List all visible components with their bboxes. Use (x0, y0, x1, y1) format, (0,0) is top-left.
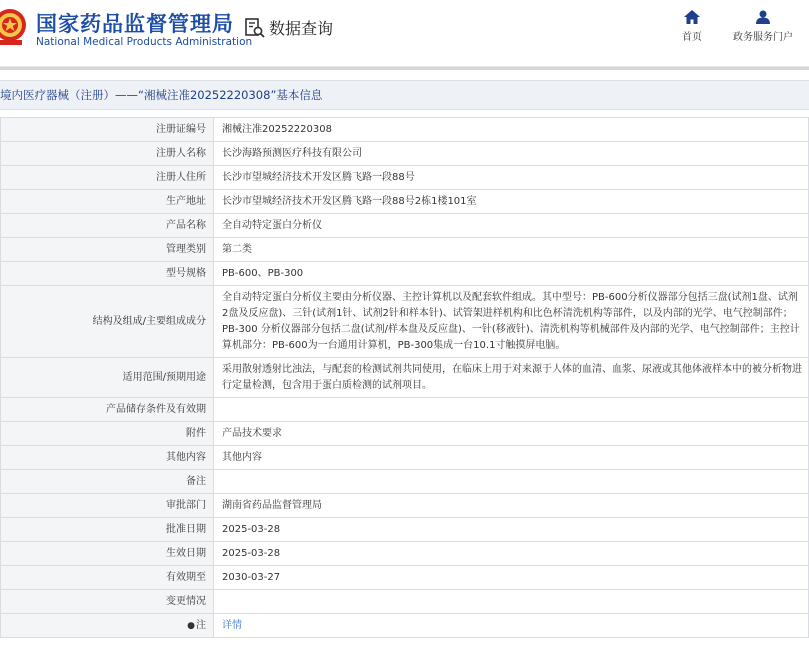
table-row (1, 542, 809, 566)
details-link[interactable]: 详情 (222, 619, 242, 631)
field-value (214, 398, 809, 422)
national-emblem-icon (0, 7, 28, 47)
table-row (1, 398, 809, 422)
note-label: 注 (196, 619, 206, 631)
nav-service-portal[interactable] (730, 10, 796, 43)
field-label: 审批部门 (1, 494, 214, 518)
field-label: 附件 (1, 422, 214, 446)
table-row (1, 518, 809, 542)
data-query-section (244, 16, 333, 39)
field-label: 注册人名称 (1, 142, 214, 166)
field-label-note (1, 614, 214, 638)
table-row (1, 286, 809, 358)
field-value: 湘械注准20252220308 (214, 118, 809, 142)
field-value: 2030-03-27 (214, 566, 809, 590)
field-value: 采用散射透射比浊法，与配套的检测试剂共同使用，在临床上用于对来源于人体的血清、血浆、尿液或其他体液样本中的被分析物进行定量检测，包含用于蛋白质检测的试剂项目。 (214, 358, 809, 398)
table-row (1, 614, 809, 638)
field-label: 产品储存条件及有效期 (1, 398, 214, 422)
nav-service-portal-label: 政务服务门户 (733, 32, 793, 43)
field-value (214, 590, 809, 614)
field-label: 管理类别 (1, 238, 214, 262)
field-value (214, 470, 809, 494)
table-row (1, 446, 809, 470)
table-row (1, 470, 809, 494)
field-label: 备注 (1, 470, 214, 494)
field-label: 注册证编号 (1, 118, 214, 142)
field-label: 生产地址 (1, 190, 214, 214)
field-value: 2025-03-28 (214, 542, 809, 566)
site-logo-title[interactable]: 国家药品监督管理局 (36, 12, 234, 36)
field-value: 第二类 (214, 238, 809, 262)
field-label: 生效日期 (1, 542, 214, 566)
field-value: 长沙海路预测医疗科技有限公司 (214, 142, 809, 166)
table-row (1, 494, 809, 518)
field-value: 长沙市望城经济技术开发区腾飞路一段88号 (214, 166, 809, 190)
field-label: 适用范围/预期用途 (1, 358, 214, 398)
registration-detail-table (0, 117, 809, 638)
table-row (1, 190, 809, 214)
field-label: 变更情况 (1, 590, 214, 614)
field-label: 其他内容 (1, 446, 214, 470)
table-row (1, 142, 809, 166)
field-value (214, 614, 809, 638)
field-value: 其他内容 (214, 446, 809, 470)
field-label: 结构及组成/主要组成成分 (1, 286, 214, 358)
site-header (0, 0, 809, 66)
table-row (1, 358, 809, 398)
field-label: 产品名称 (1, 214, 214, 238)
field-label: 批准日期 (1, 518, 214, 542)
site-logo-subtitle[interactable]: National Medical Products Administration (36, 36, 253, 48)
field-value: 长沙市望城经济技术开发区腾飞路一段88号2栋1楼101室 (214, 190, 809, 214)
nav-home-label: 首页 (682, 32, 702, 43)
field-value: 湖南省药品监督管理局 (214, 494, 809, 518)
page-title: 境内医疗器械（注册）——“湘械注准20252220308”基本信息 (0, 80, 809, 110)
field-label: 有效期至 (1, 566, 214, 590)
table-row (1, 214, 809, 238)
home-icon (684, 10, 700, 24)
document-search-icon (244, 17, 266, 39)
field-value: 全自动特定蛋白分析仪主要由分析仪器、主控计算机以及配套软件组成。其中型号：PB-600分析仪器部分包括三盘(试剂1盘、试剂2盘及反应盘)、三针(试剂1针、试剂2针和样本针)、试管架进样机构和比色杯清洗机构等部件，以及内部的光学、电气控制部件；PB-300 分析仪器部分包括二盘(试剂/样本盘及反应盘)、一针(移液针)、清洗机构等机械部件及内部的光学、电气控制部件；主控计算机部分：PB-600为一台通用计算机，PB-300集成一台10.1寸触摸屏电脑。 (214, 286, 809, 358)
field-value: 产品技术要求 (214, 422, 809, 446)
field-label: 型号规格 (1, 262, 214, 286)
table-row (1, 590, 809, 614)
table-row (1, 262, 809, 286)
table-row (1, 566, 809, 590)
field-label: 注册人住所 (1, 166, 214, 190)
user-icon (755, 10, 771, 24)
table-row (1, 238, 809, 262)
table-row (1, 422, 809, 446)
field-value: 2025-03-28 (214, 518, 809, 542)
field-value: PB-600、PB-300 (214, 262, 809, 286)
table-row (1, 118, 809, 142)
nav-home[interactable] (678, 10, 706, 43)
field-value: 全自动特定蛋白分析仪 (214, 214, 809, 238)
data-query-label: 数据查询 (269, 19, 334, 38)
table-row (1, 166, 809, 190)
header-divider (0, 66, 809, 70)
lightbulb-icon: ● (187, 620, 195, 631)
